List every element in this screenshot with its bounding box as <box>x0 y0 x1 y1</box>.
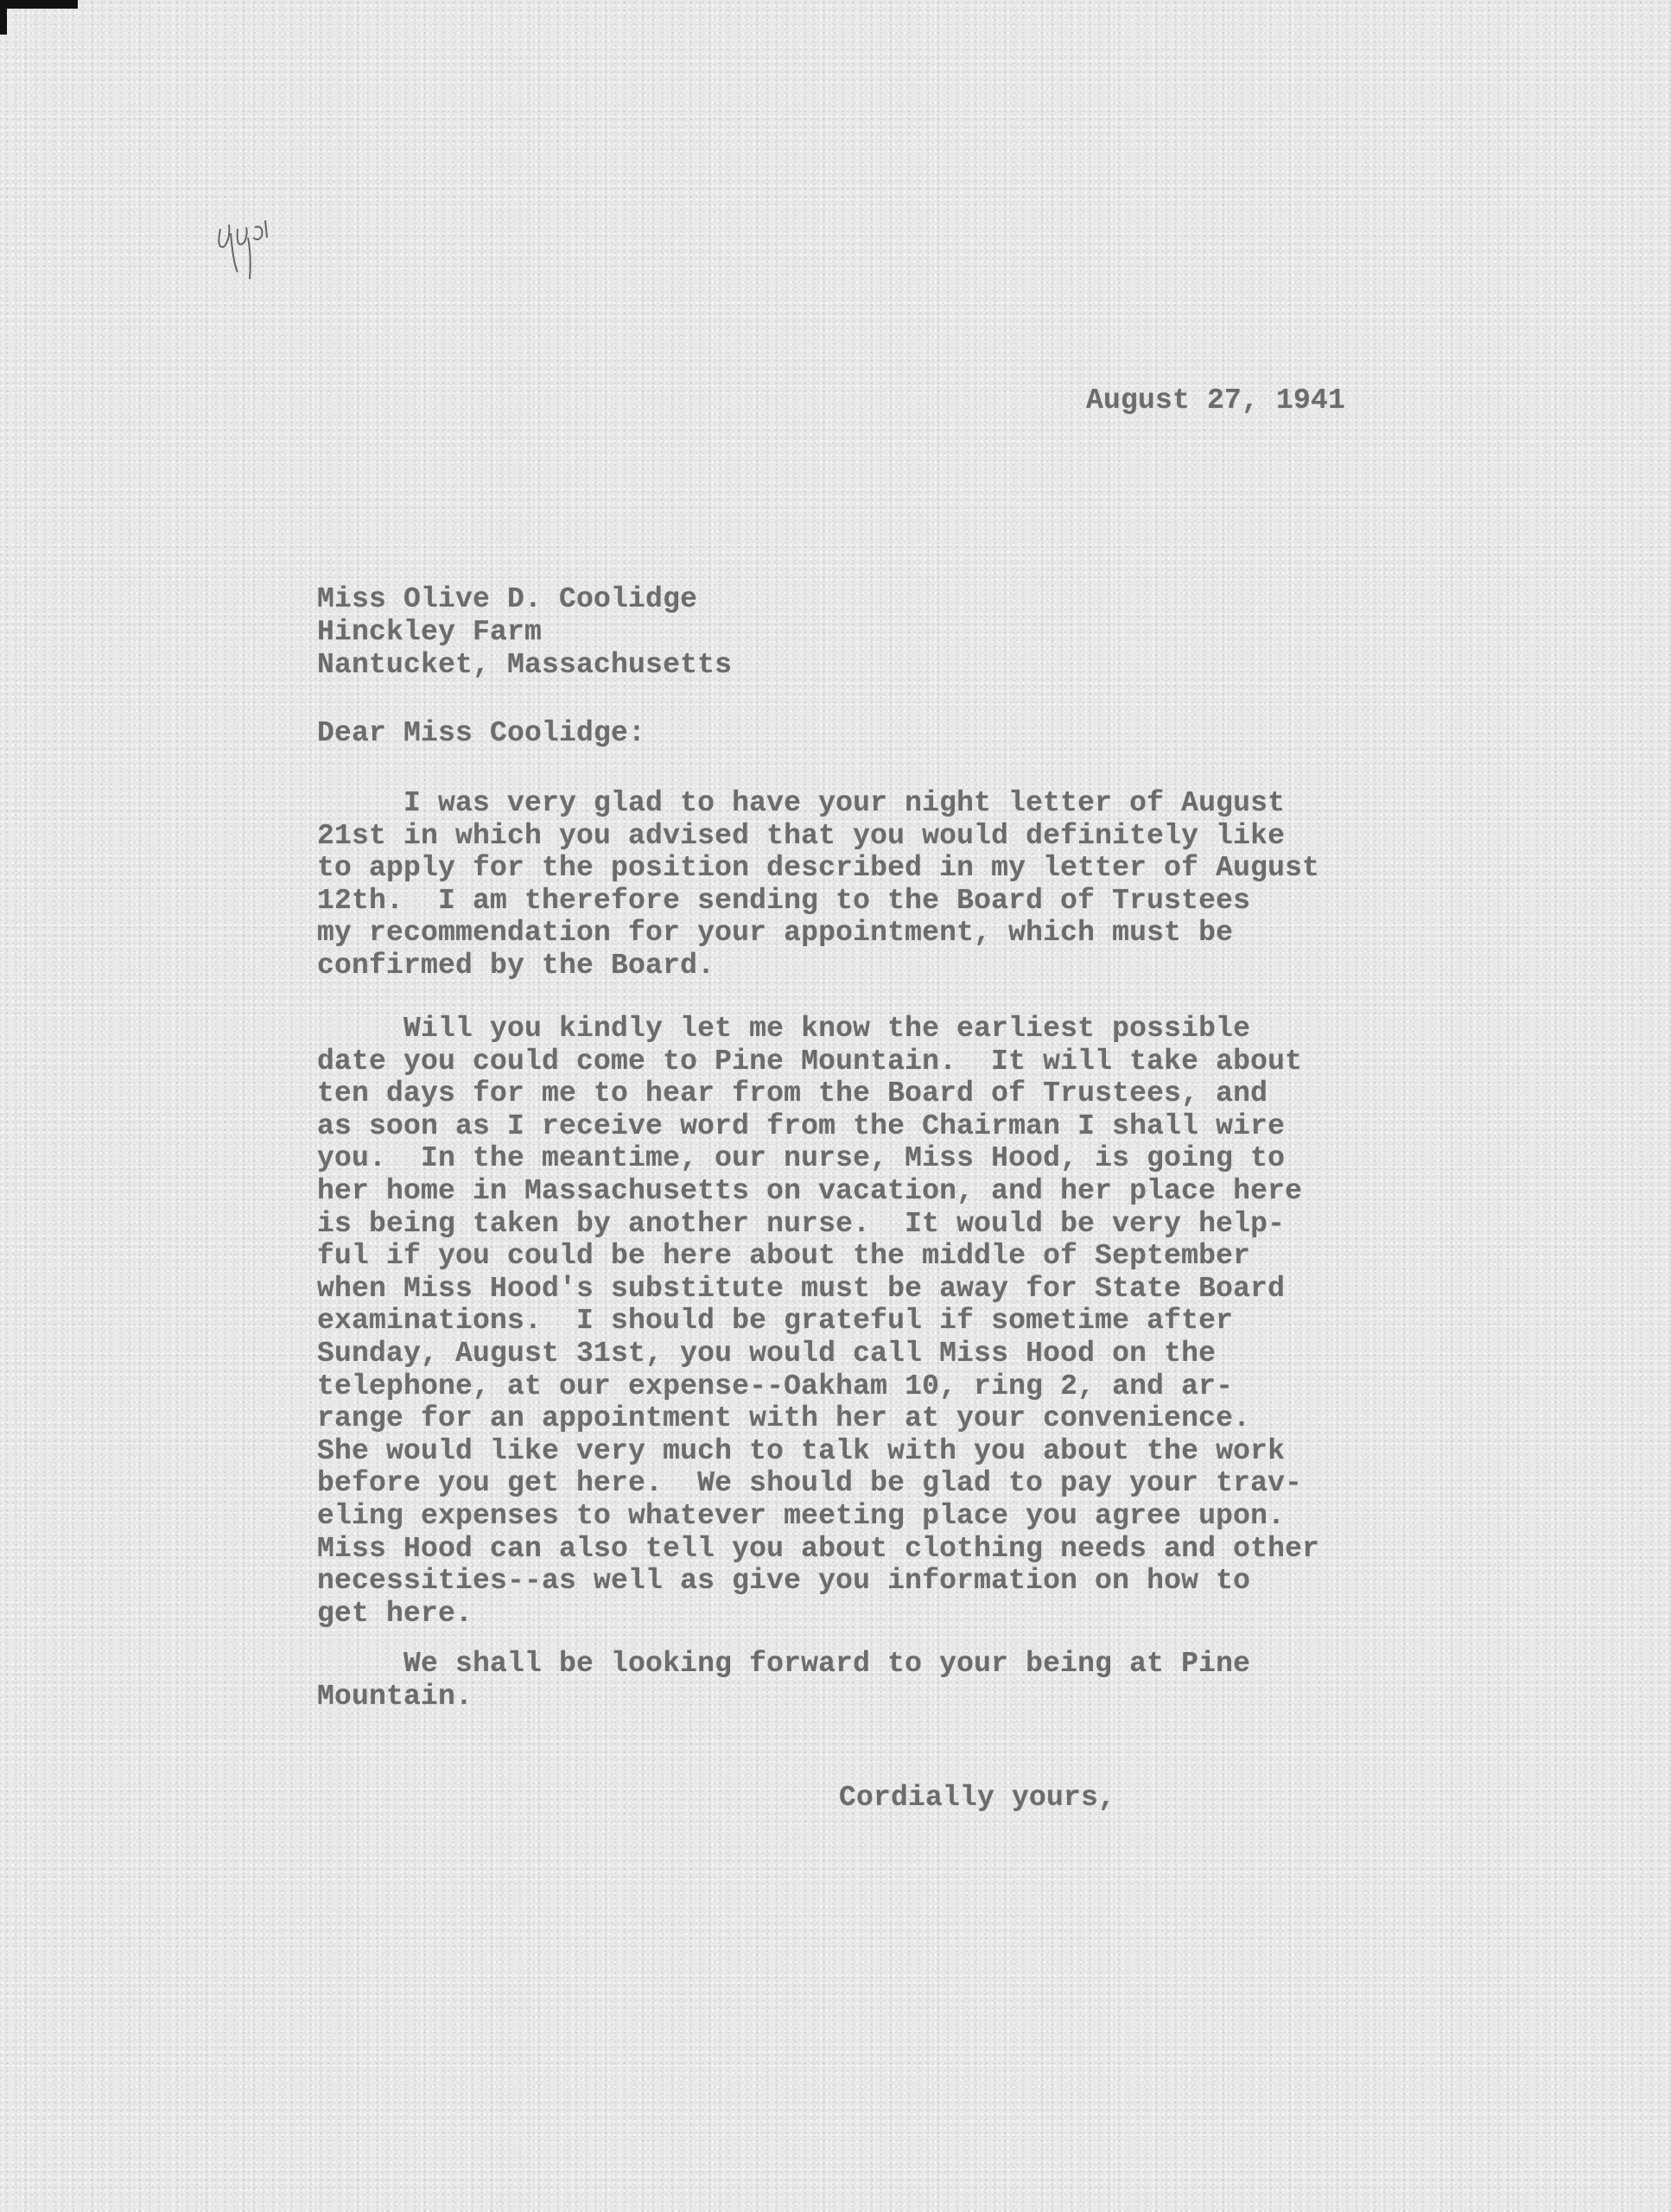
recipient-name: Miss Olive D. Coolidge <box>317 583 698 615</box>
paragraph-2-line: get here. <box>317 1597 473 1630</box>
letter-date: August 27, 1941 <box>1086 385 1346 416</box>
paragraph-2-line: her home in Massachusetts on vacation, and her place here <box>317 1175 1303 1207</box>
paragraph-2-line: telephone, at our expense--Oakham 10, ring 2, and ar- <box>317 1370 1234 1402</box>
paragraph-2-line: She would like very much to talk with you about the work <box>317 1434 1286 1467</box>
paragraph-3-line: Mountain. <box>317 1680 473 1713</box>
paragraph-2-line: Sunday, August 31st, you would call Miss Hood on the <box>317 1338 1217 1370</box>
paragraph-1-line: 21st in which you advised that you would definitely like <box>317 819 1286 852</box>
recipient-city: Nantucket, Massachusetts <box>317 649 733 681</box>
paragraph-2-line: eling expenses to whatever meeting place you agree upon. <box>317 1500 1286 1532</box>
paragraph-2-line: you. In the meantime, our nurse, Miss Hood, is going to <box>317 1142 1286 1175</box>
paragraph-2-line: examinations. I should be grateful if sometime after <box>317 1305 1234 1338</box>
salutation: Dear Miss Coolidge: <box>317 717 646 749</box>
paragraph-2-line: when Miss Hood's substitute must be away for State Board <box>317 1272 1286 1305</box>
recipient-street: Hinckley Farm <box>317 616 543 648</box>
paragraph-2-line: Miss Hood can also tell you about clothing needs and other <box>317 1532 1320 1565</box>
paragraph-1-line: I was very glad to have your night letter of August <box>317 787 1286 819</box>
paragraph-2-line: Will you kindly let me know the earliest possible <box>317 1013 1251 1045</box>
closing: Cordially yours, <box>839 1782 1116 1814</box>
scan-edge <box>0 0 7 35</box>
scan-edge <box>0 0 78 9</box>
paragraph-1-line: to apply for the position described in my letter of August <box>317 852 1320 885</box>
paragraph-2-line: as soon as I receive word from the Chairman I shall wire <box>317 1109 1286 1142</box>
paragraph-2-line: range for an appointment with her at your convenience. <box>317 1402 1251 1435</box>
paragraph-2-line: is being taken by another nurse. It would be very help- <box>317 1207 1286 1240</box>
paragraph-2-line: date you could come to Pine Mountain. It will take about <box>317 1045 1303 1077</box>
paragraph-1-line: my recommendation for your appointment, which must be <box>317 917 1234 950</box>
paragraph-2-line: before you get here. We should be glad to pay your trav- <box>317 1467 1303 1500</box>
paragraph-2-line: ten days for me to hear from the Board of Trustees, and <box>317 1077 1268 1110</box>
paragraph-1-line: 12th. I am therefore sending to the Board of Trustees <box>317 884 1251 917</box>
paragraph-1-line: confirmed by the Board. <box>317 950 715 982</box>
handwritten-initials <box>212 203 289 281</box>
paragraph-2-line: ful if you could be here about the middle of September <box>317 1240 1251 1273</box>
paragraph-3-line: We shall be looking forward to your being at Pine <box>317 1648 1251 1680</box>
paragraph-2-line: necessities--as well as give you information on how to <box>317 1565 1251 1598</box>
